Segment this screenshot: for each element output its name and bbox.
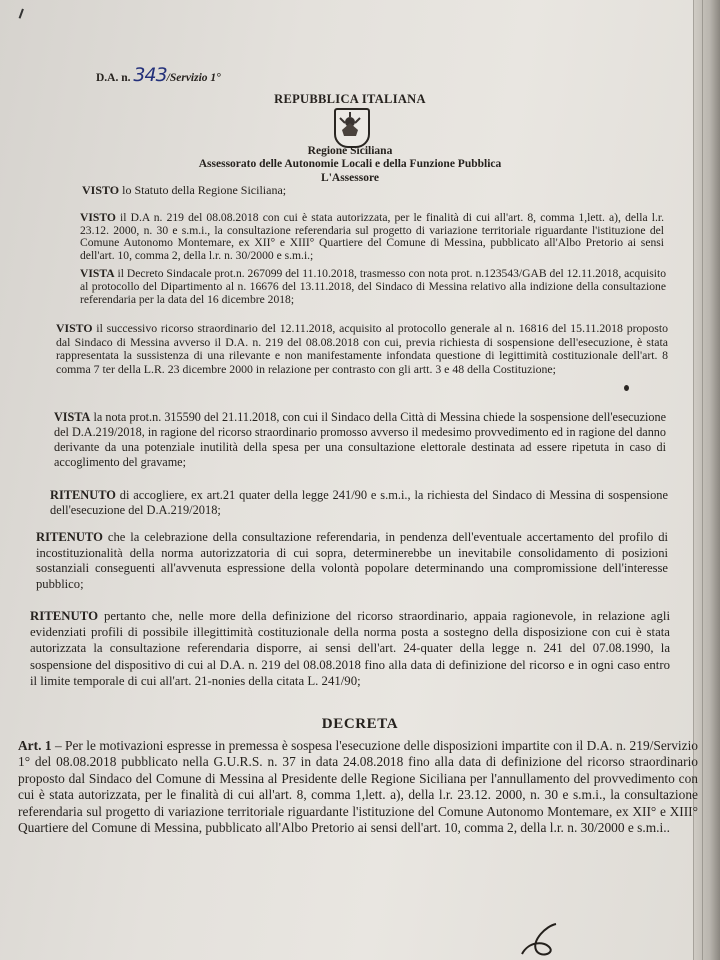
ink-dot (624, 385, 629, 391)
paragraph-text: il successivo ricorso straordinario del 12.11.2018, acquisito al protocollo generale al n. 16816 del 15.11.2018 proposto dal Sindaco di Messina avverso il D.A. n. 219 del 08.08.2018 con cui, previa richiesta di sospensione dell'esecuzione, è stata rappresentata la sussistenza di una rilevante e non manifestamente infondata questione di legittimità costituzionale dell'art. 8 comma 7 ter della L.R. 23 dicembre 2000 in relazione per contrasto con gli artt. 3 e 48 della Costituzione; (56, 321, 668, 376)
paragraph-keyword: VISTA (54, 410, 91, 424)
article-label: Art. 1 (18, 738, 52, 753)
office-name: L'Assessore (321, 172, 379, 184)
paragraph-text: che la celebrazione della consultazione referendaria, in pendenza dell'eventuale accertamento del profilo di incostituzionalità della norma autorizzatoria di cui sopra, determinerebbe un inevitabile consolidamento di posizioni sostanziali conseguenti all'avvenuta espressione della volontà popolare determinando una compromissione dell'interesse pubblico; (36, 530, 668, 591)
preamble-paragraph (30, 608, 670, 689)
signature-mark (510, 920, 590, 960)
preamble-paragraph (80, 268, 666, 306)
paragraph-text: pertanto che, nelle more della definizione del ricorso straordinario, appaia ragionevole, in relazione agli evidenziati profili di possibile illegittimità costituzionale della norma posta a sostegno della disposizione con cui è stata autorizzata la consultazione referendaria disporre, ai sensi dell'art. 24-quater della legge n. 241 del 07.08.1990, la sospensione del dispositivo di cui al D.A. n. 219 del 08.08.2018 fino alla data di definizione del ricorso e in ogni caso entro il limite temporale di cui all'art. 21-nonies della citata L. 241/90; (30, 609, 670, 688)
corner-mark (19, 9, 32, 22)
ref-prefix: D.A. n. (96, 72, 131, 84)
paragraph-text: di accogliere, ex art.21 quater della legge 241/90 e s.m.i., la richiesta del Sindaco di Messina di sospensione dell'esecuzione del D.A.219/2018; (50, 488, 668, 517)
article-paragraph (18, 738, 698, 836)
paragraph-text: il Decreto Sindacale prot.n. 267099 del 11.10.2018, trasmesso con nota prot. n.123543/GAB del 12.11.2018, acquisito al protocollo del Dipartimento al n. 16676 del 13.11.2018, del Sindaco di Messina relativo alla indizione della consultazione referendaria per la data del 16 dicembre 2018; (80, 267, 666, 306)
ref-suffix: /Servizio 1° (166, 72, 221, 84)
article-text: – Per le motivazioni espresse in premessa è sospesa l'esecuzione delle disposizioni impartite con il D.A. n. 219/Servizio 1° del 08.08.2018 pubblicato nella G.U.R.S. n. 37 in data 24.08.2018 fino alla data di definizione del ricorso straordinario proposto dal Sindaco del Comune di Messina al Presidente delle Regione Siciliana per l'annullamento del provvedimento con cui è stata autorizzata, per le finalità di cui all'art. 8, comma 1,lett. a), della l.r. 23.12. 2000, n. 30 e s.m.i., la consultazione referendaria sul progetto di variazione territoriale riguardante l'istituzione del Comune Autonomo Montemare, ex XII° e XIII° Quartiere del Comune di Messina, pubblicato all'Albo Pretorio ai sensi dell'art. 10, comma 2, della l.r. n. 30/2000 e s.m.i.. (18, 738, 698, 836)
decreta-heading: DECRETA (321, 716, 399, 732)
preamble-paragraph (82, 184, 642, 197)
paragraph-keyword: RITENUTO (30, 609, 99, 623)
paragraph-text: il D.A n. 219 del 08.08.2018 con cui è stata autorizzata, per le finalità di cui all'art. 8, comma 1,lett. a), della l.r. 23.12. 2000, n. 30 e s.m.i., la consultazione referendaria sul progetto di variazione territoriale riguardante l'istituzione del Comune Autonomo Montemare, ex XII° e XIII° Quartiere del Comune di Messina, pubblicato all'Albo Pretorio ai sensi dell'art. 10, comma 2, della l.r. n. 30/2000 e s.m.i.; (80, 211, 664, 262)
paragraph-text: lo Statuto della Regione Siciliana; (119, 183, 287, 197)
paragraph-keyword: RITENUTO (36, 530, 103, 544)
ref-number-handwritten: 343 (133, 64, 167, 86)
region-name: Regione Siciliana (307, 145, 393, 157)
department-name: Assessorato delle Autonomie Locali e della Funzione Pubblica (198, 158, 502, 170)
preamble-paragraph (80, 212, 664, 262)
paragraph-keyword: VISTO (56, 321, 93, 335)
preamble-paragraph (54, 410, 666, 470)
decree-reference (96, 64, 221, 86)
preamble-paragraph (50, 488, 668, 518)
republic-heading: REPUBBLICA ITALIANA (274, 92, 426, 106)
paragraph-keyword: VISTO (80, 211, 116, 224)
preamble-paragraph (56, 322, 668, 376)
region-seal-icon (334, 108, 370, 148)
paragraph-keyword: VISTO (82, 183, 120, 197)
paragraph-keyword: RITENUTO (50, 488, 116, 502)
paragraph-text: la nota prot.n. 315590 del 21.11.2018, con cui il Sindaco della Città di Messina chiede la sospensione dell'esecuzione del D.A.219/2018, in ragione del ricorso straordinario promosso avverso il medesimo provvedimento ed in ragione del danno derivante da una potenziale inutilità della spesa per una consultazione elettorale destinata ad essere ripetuta in caso di accoglimento del gravame; (54, 410, 666, 469)
paragraph-keyword: VISTA (80, 267, 115, 280)
preamble-paragraph (36, 530, 668, 592)
